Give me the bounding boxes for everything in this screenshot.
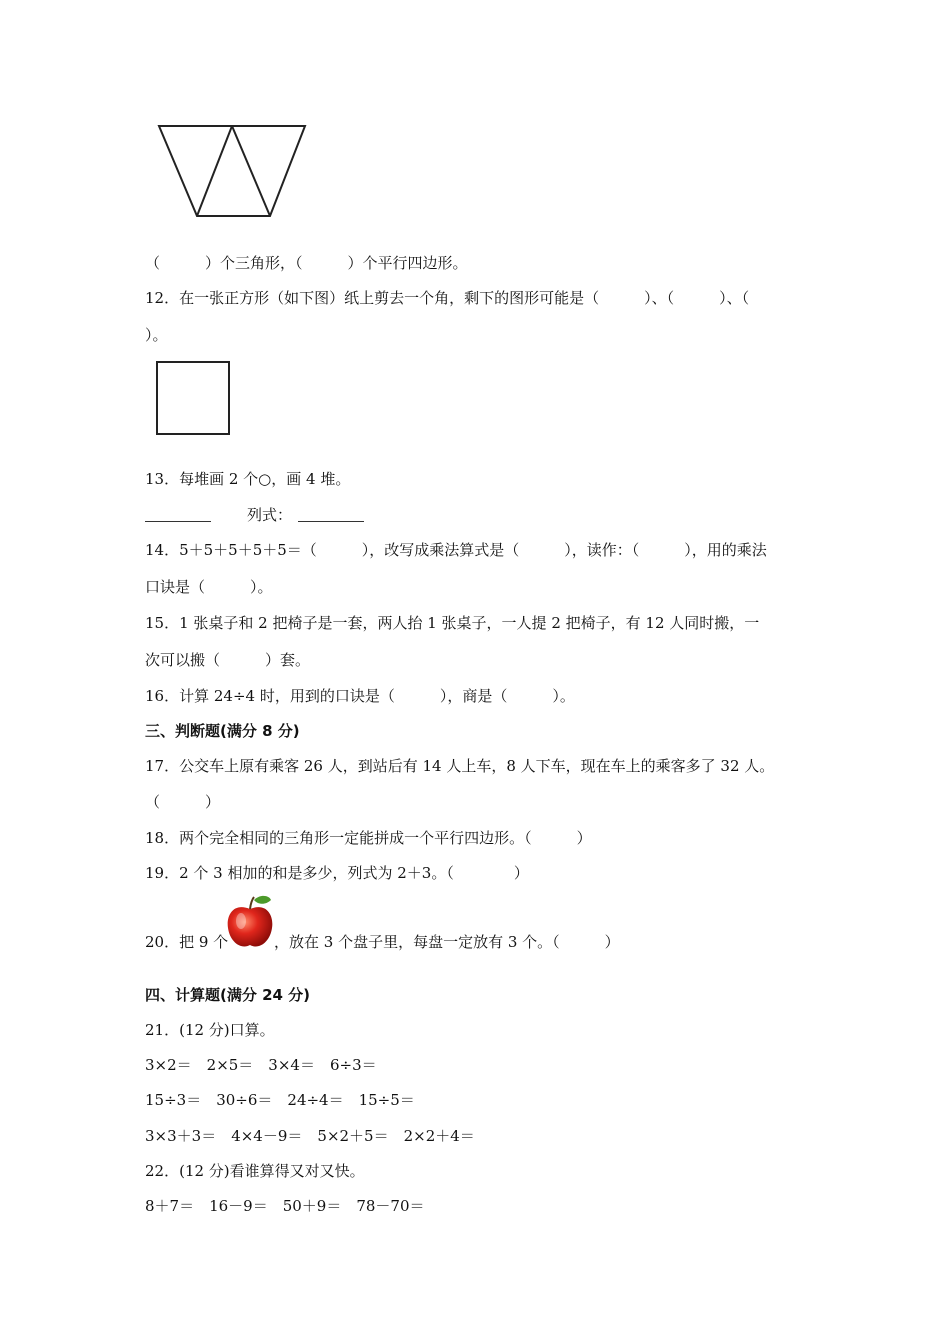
q16-text: 16．计算 24÷4 时，用到的口诀是（ ），商是（ ）。 (145, 687, 575, 705)
section3-title: 三、判断题(满分 8 分) (145, 722, 300, 740)
q21-row: 3×3＋3＝ 4×4－9＝ 5×2＋5＝ 2×2＋4＝ (145, 1127, 475, 1145)
q21-title: 21．(12 分)口算。 (145, 1021, 275, 1039)
q11-answer-line: （ ）个三角形，（ ）个平行四边形。 (145, 254, 468, 272)
q22-title: 22．(12 分)看谁算得又对又快。 (145, 1162, 365, 1180)
q17-line1: 17．公交车上原有乘客 26 人，到站后有 14 人上车，8 人下车，现在车上的乘客多了 32 人。 (145, 757, 775, 775)
q22-row: 8＋7＝ 16－9＝ 50＋9＝ 78－70＝ (145, 1197, 425, 1215)
q13-formula-blank[interactable] (298, 521, 364, 522)
q21-row: 3×2＝ 2×5＝ 3×4＝ 6÷3＝ (145, 1056, 377, 1074)
q20-before: 20．把 9 个 (145, 933, 229, 951)
q15-line1: 15．1 张桌子和 2 把椅子是一套，两人抬 1 张桌子，一人提 2 把椅子，有 12 人同时搬，一 (145, 614, 760, 632)
q13-formula-label: 列式： (247, 506, 293, 524)
apple-icon (225, 894, 275, 950)
q21-row: 15÷3＝ 30÷6＝ 24÷4＝ 15÷5＝ (145, 1091, 415, 1109)
trapezoid-figure (155, 122, 315, 222)
q20-after: ，放在 3 个盘子里，每盘一定放有 3 个。（ ） (274, 933, 620, 951)
q15-line2: 次可以搬（ ）套。 (145, 651, 311, 669)
q12-line1: 12．在一张正方形（如下图）纸上剪去一个角，剩下的图形可能是（ ）、（ ）、（ (145, 289, 750, 307)
q12-line2: ）。 (145, 326, 168, 344)
section4-title: 四、计算题(满分 24 分) (145, 986, 311, 1004)
q14-line1: 14．5＋5＋5＋5＋5＝（ ），改写成乘法算式是（ ），读作：（ ），用的乘法 (145, 541, 767, 559)
q18-text: 18．两个完全相同的三角形一定能拼成一个平行四边形。（ ） (145, 829, 592, 847)
q14-line2: 口诀是（ ）。 (145, 578, 273, 596)
q13-blank-left[interactable] (145, 521, 211, 522)
q19-text: 19．2 个 3 相加的和是多少，列式为 2＋3。（ ） (145, 864, 529, 882)
q17-line2: （ ） (145, 793, 221, 811)
square-figure (155, 360, 235, 440)
q13-text: 13．每堆画 2 个○，画 4 堆。 (145, 470, 351, 488)
